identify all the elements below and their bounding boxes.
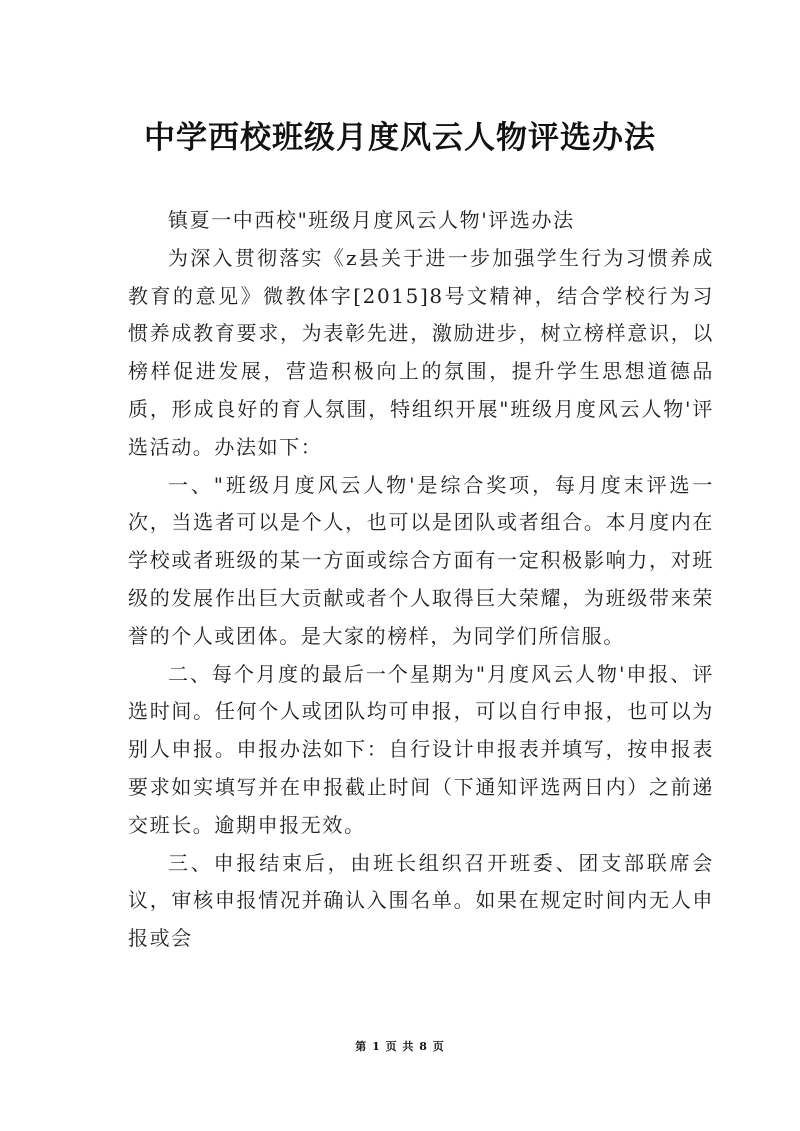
- paragraph-item-3: 三、申报结束后，由班长组织召开班委、团支部联席会议，审核申报情况并确认入围名单。如果在规定时间内无人申报或会: [128, 850, 714, 951]
- page-footer: 第 1 页 共 8 页: [355, 1040, 445, 1053]
- paragraph-item-1: 一、"班级月度风云人物'是综合奖项，每月度末评选一次，当选者可以是个人，也可以是团队或者组合。本月度内在学校或者班级的某一方面或综合方面有一定积极影响力，对班级的发展作出巨大贡献或者个人取得巨大荣耀，为班级带来荣誉的个人或团体。是大家的榜样，为同学们所信服。: [128, 472, 714, 648]
- document-body: [128, 202, 714, 958]
- paragraph-heading: 镇夏一中西校"班级月度风云人物'评选办法: [168, 208, 575, 232]
- paragraph-intro: 为深入贯彻落实《z县关于进一步加强学生行为习惯养成教育的意见》微教体字[2015]8号文精神，结合学校行为习惯养成教育要求，为表彰先进，激励进步，树立榜样意识，以榜样促进发展，营造积极向上的氛围，提升学生思想道德品质，形成良好的育人氛围，特组织开展"班级月度风云人物'评选活动。办法如下：: [128, 245, 714, 459]
- document-title: 中学西校班级月度风云人物评选办法: [144, 120, 656, 156]
- paragraph-item-2: 二、每个月度的最后一个星期为"月度风云人物'申报、评选时间。任何个人或团队均可申报，可以自行申报，也可以为别人申报。申报办法如下：自行设计申报表并填写，按申报表要求如实填写并在申报截止时间（下通知评选两日内）之前递交班长。逾期申报无效。: [128, 661, 714, 837]
